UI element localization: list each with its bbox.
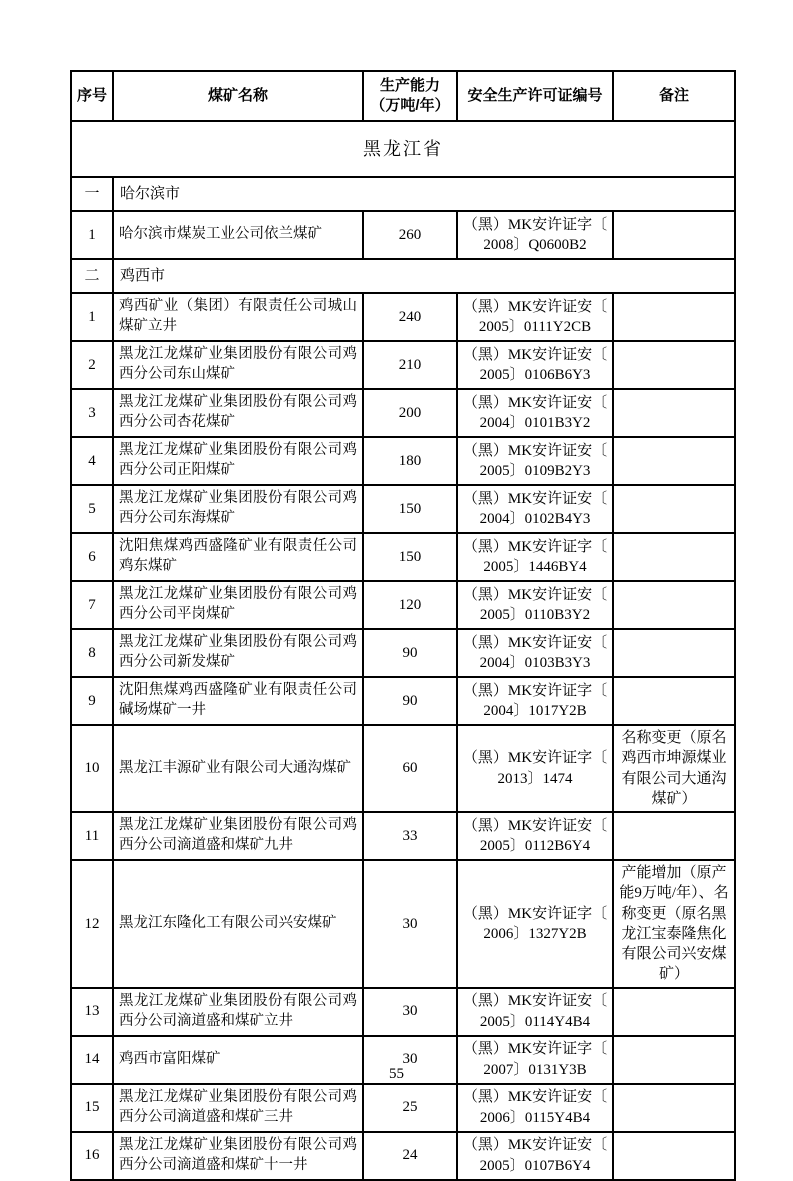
mine-index-cell: 7 (71, 581, 113, 629)
mine-name-cell: 黑龙江龙煤矿业集团股份有限公司鸡西分公司滴道盛和煤矿九井 (113, 812, 363, 860)
coal-mine-table (70, 70, 736, 1181)
mine-name-cell: 沈阳焦煤鸡西盛隆矿业有限责任公司鸡东煤矿 (113, 533, 363, 581)
table-header-row (71, 71, 735, 121)
mine-row (71, 988, 735, 1036)
mine-row (71, 1084, 735, 1132)
capacity-cell: 240 (363, 293, 457, 341)
remark-cell: 产能增加（原产能9万吨/年）、名称变更（原名黑龙江宝泰隆焦化有限公司兴安煤矿） (613, 860, 735, 988)
license-cell: （黑）MK安许证安〔 2005〕0110B3Y2 (457, 581, 613, 629)
license-cell: （黑）MK安许证字〔 2013〕1474 (457, 725, 613, 812)
capacity-cell: 33 (363, 812, 457, 860)
mine-row (71, 533, 735, 581)
mine-row (71, 677, 735, 725)
mine-row (71, 812, 735, 860)
mine-index-cell: 10 (71, 725, 113, 812)
license-cell: （黑）MK安许证安〔 2005〕0112B6Y4 (457, 812, 613, 860)
header-capacity (363, 71, 457, 121)
mine-name-cell: 黑龙江龙煤矿业集团股份有限公司鸡西分公司东山煤矿 (113, 341, 363, 389)
remark-cell: 名称变更（原名鸡西市坤源煤业有限公司大通沟煤矿） (613, 725, 735, 812)
city-row (71, 259, 735, 293)
license-cell: （黑）MK安许证字〔 2008〕Q0600B2 (457, 211, 613, 259)
remark-cell (613, 437, 735, 485)
capacity-cell: 120 (363, 581, 457, 629)
mine-index-cell: 15 (71, 1084, 113, 1132)
capacity-cell: 260 (363, 211, 457, 259)
license-cell: （黑）MK安许证安〔 2005〕0114Y4B4 (457, 988, 613, 1036)
mine-name-cell: 黑龙江龙煤矿业集团股份有限公司鸡西分公司滴道盛和煤矿立井 (113, 988, 363, 1036)
remark-cell (613, 581, 735, 629)
remark-cell (613, 812, 735, 860)
mine-index-cell: 3 (71, 389, 113, 437)
header-index: 序号 (71, 71, 113, 121)
mine-row (71, 341, 735, 389)
mine-index-cell: 9 (71, 677, 113, 725)
mine-name-cell: 鸡西矿业（集团）有限责任公司城山煤矿立井 (113, 293, 363, 341)
mine-name-cell: 黑龙江龙煤矿业集团股份有限公司鸡西分公司平岗煤矿 (113, 581, 363, 629)
capacity-cell: 210 (363, 341, 457, 389)
mine-name-cell: 黑龙江龙煤矿业集团股份有限公司鸡西分公司新发煤矿 (113, 629, 363, 677)
mine-index-cell: 1 (71, 211, 113, 259)
capacity-cell: 60 (363, 725, 457, 812)
license-cell: （黑）MK安许证安〔 2004〕0101B3Y2 (457, 389, 613, 437)
license-cell: （黑）MK安许证安〔 2005〕0111Y2CB (457, 293, 613, 341)
mine-name-cell: 鸡西市富阳煤矿 (113, 1036, 363, 1084)
capacity-cell: 90 (363, 677, 457, 725)
province-cell: 黑龙江省 (71, 121, 735, 177)
mine-name-cell: 黑龙江龙煤矿业集团股份有限公司鸡西分公司东海煤矿 (113, 485, 363, 533)
mine-row (71, 629, 735, 677)
capacity-cell: 200 (363, 389, 457, 437)
remark-cell (613, 988, 735, 1036)
mine-index-cell: 5 (71, 485, 113, 533)
city-name-cell: 鸡西市 (113, 259, 735, 293)
mine-index-cell: 4 (71, 437, 113, 485)
mine-name-cell: 黑龙江龙煤矿业集团股份有限公司鸡西分公司正阳煤矿 (113, 437, 363, 485)
capacity-cell: 90 (363, 629, 457, 677)
capacity-cell: 150 (363, 485, 457, 533)
mine-index-cell: 6 (71, 533, 113, 581)
license-cell: （黑）MK安许证安〔 2005〕0109B2Y3 (457, 437, 613, 485)
city-name-cell: 哈尔滨市 (113, 177, 735, 211)
city-index-cell: 一 (71, 177, 113, 211)
header-mine-name: 煤矿名称 (113, 71, 363, 121)
province-row (71, 121, 735, 177)
capacity-cell: 180 (363, 437, 457, 485)
mine-row (71, 860, 735, 988)
mine-row (71, 293, 735, 341)
remark-cell (613, 211, 735, 259)
mine-row (71, 485, 735, 533)
remark-cell (613, 1084, 735, 1132)
mine-row (71, 1132, 735, 1180)
mine-name-cell: 黑龙江龙煤矿业集团股份有限公司鸡西分公司滴道盛和煤矿十一井 (113, 1132, 363, 1180)
license-cell: （黑）MK安许证字〔 2004〕1017Y2B (457, 677, 613, 725)
city-row (71, 177, 735, 211)
mine-index-cell: 13 (71, 988, 113, 1036)
header-remark: 备注 (613, 71, 735, 121)
mine-name-cell: 黑龙江丰源矿业有限公司大通沟煤矿 (113, 725, 363, 812)
license-cell: （黑）MK安许证安〔 2004〕0103B3Y3 (457, 629, 613, 677)
license-cell: （黑）MK安许证安〔 2006〕0115Y4B4 (457, 1084, 613, 1132)
header-license: 安全生产许可证编号 (457, 71, 613, 121)
capacity-cell: 30 (363, 1036, 457, 1084)
mine-index-cell: 2 (71, 341, 113, 389)
mine-name-cell: 黑龙江龙煤矿业集团股份有限公司鸡西分公司杏花煤矿 (113, 389, 363, 437)
mine-name-cell: 黑龙江龙煤矿业集团股份有限公司鸡西分公司滴道盛和煤矿三井 (113, 1084, 363, 1132)
mine-row (71, 437, 735, 485)
remark-cell (613, 341, 735, 389)
mine-index-cell: 16 (71, 1132, 113, 1180)
mine-index-cell: 12 (71, 860, 113, 988)
mine-row (71, 725, 735, 812)
mine-index-cell: 8 (71, 629, 113, 677)
city-index-cell: 二 (71, 259, 113, 293)
mine-index-cell: 14 (71, 1036, 113, 1084)
page-number: 55 (389, 1066, 404, 1082)
license-cell: （黑）MK安许证字〔 2005〕1446BY4 (457, 533, 613, 581)
mine-name-cell: 黑龙江东隆化工有限公司兴安煤矿 (113, 860, 363, 988)
remark-cell (613, 389, 735, 437)
capacity-cell: 30 (363, 988, 457, 1036)
capacity-cell: 150 (363, 533, 457, 581)
mine-index-cell: 11 (71, 812, 113, 860)
license-cell: （黑）MK安许证安〔 2005〕0106B6Y3 (457, 341, 613, 389)
mine-row (71, 581, 735, 629)
capacity-cell: 24 (363, 1132, 457, 1180)
mine-row (71, 389, 735, 437)
license-cell: （黑）MK安许证字〔 2007〕0131Y3B (457, 1036, 613, 1084)
remark-cell (613, 533, 735, 581)
header-capacity-line2: （万吨/年） (370, 97, 450, 114)
remark-cell (613, 677, 735, 725)
remark-cell (613, 1132, 735, 1180)
remark-cell (613, 485, 735, 533)
mine-row (71, 211, 735, 259)
license-cell: （黑）MK安许证安〔 2004〕0102B4Y3 (457, 485, 613, 533)
table-body (71, 121, 735, 1180)
capacity-cell: 25 (363, 1084, 457, 1132)
mine-name-cell: 沈阳焦煤鸡西盛隆矿业有限责任公司碱场煤矿一井 (113, 677, 363, 725)
mine-index-cell: 1 (71, 293, 113, 341)
header-capacity-line1: 生产能力 (379, 76, 440, 94)
license-cell: （黑）MK安许证字〔 2006〕1327Y2B (457, 860, 613, 988)
mine-name-cell: 哈尔滨市煤炭工业公司依兰煤矿 (113, 211, 363, 259)
capacity-cell: 30 (363, 860, 457, 988)
license-cell: （黑）MK安许证安〔 2005〕0107B6Y4 (457, 1132, 613, 1180)
remark-cell (613, 629, 735, 677)
remark-cell (613, 293, 735, 341)
